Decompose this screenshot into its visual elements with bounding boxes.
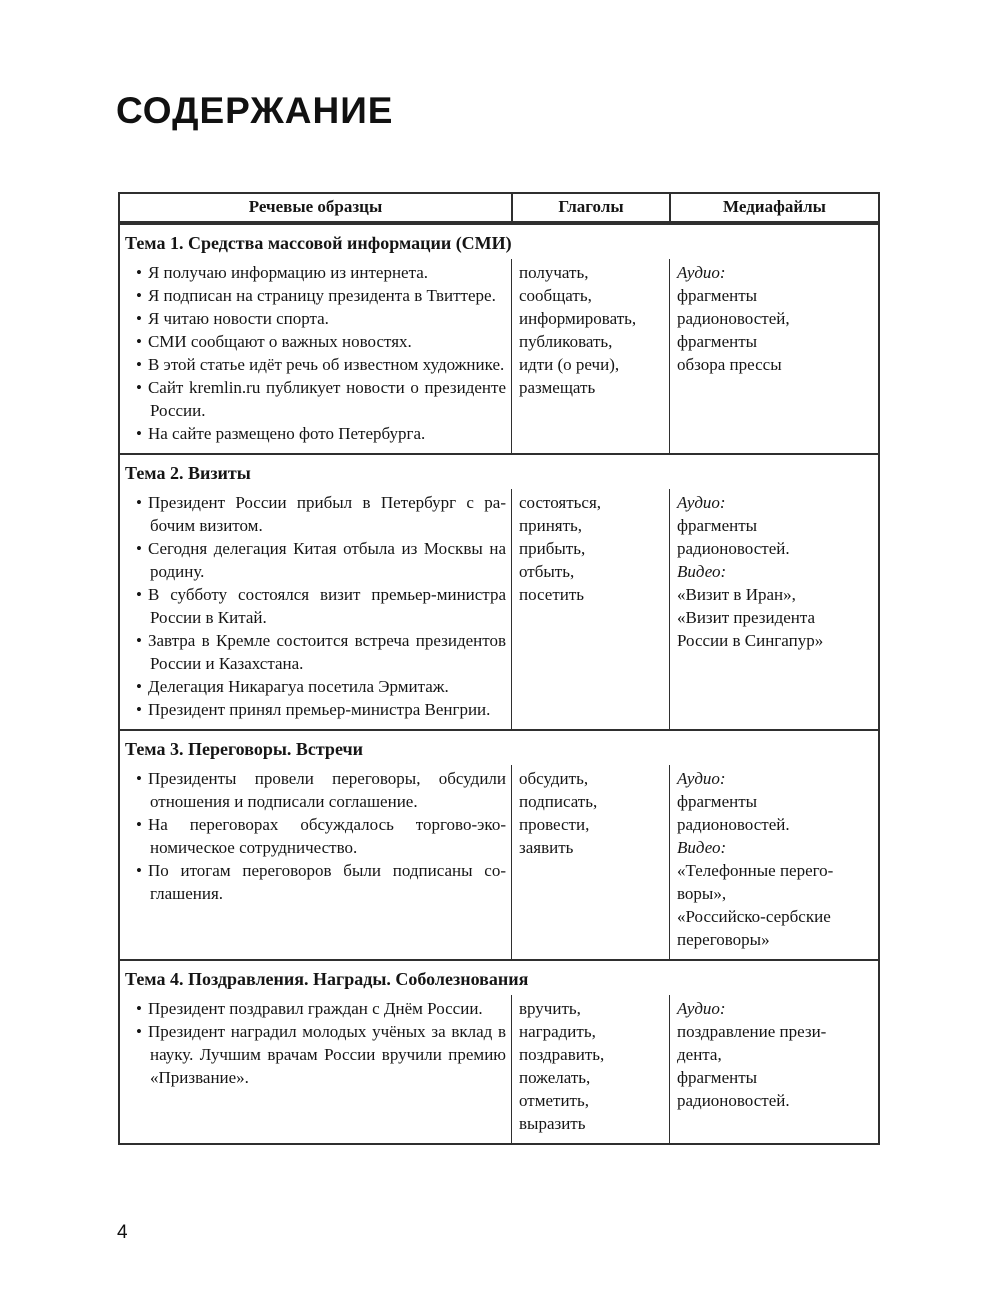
page-number: 4 <box>117 1222 128 1243</box>
section-body <box>120 995 878 1143</box>
media-line: «Визит в Иран», <box>677 585 796 604</box>
media-label-audio: Аудио: <box>677 999 726 1018</box>
section-theme-1 <box>120 223 878 453</box>
verbs-cell <box>511 489 669 729</box>
speech-samples-cell <box>120 995 511 1143</box>
media-line: фрагменты <box>677 1068 758 1087</box>
verb-line: отметить, <box>519 1091 589 1110</box>
media-line: поздравление прези- <box>677 1022 827 1041</box>
bullet-item: • На сайте размещено фото Петербурга. <box>128 422 506 445</box>
verb-line: наградить, <box>519 1022 596 1041</box>
table-header-row <box>120 194 878 223</box>
media-line: фрагменты <box>677 332 758 351</box>
verb-line: подписать, <box>519 792 598 811</box>
media-line: фрагменты <box>677 792 758 811</box>
verb-line: получать, <box>519 263 589 282</box>
column-header-media-files: Медиафайлы <box>669 194 878 221</box>
verbs-cell <box>511 765 669 959</box>
media-line: радионовостей, <box>677 309 790 328</box>
verb-line: провести, <box>519 815 590 834</box>
verb-line: размещать <box>519 378 596 397</box>
column-header-verbs: Глаголы <box>511 194 669 221</box>
bullet-item: • Я подписан на страницу президента в Твиттере. <box>128 284 506 307</box>
verb-line: обсудить, <box>519 769 589 788</box>
bullet-item: • Сегодня делегация Китая отбыла из Москвы на родину. <box>128 537 506 583</box>
media-label-audio: Аудио: <box>677 263 726 282</box>
section-body <box>120 489 878 729</box>
media-line: «Визит президента <box>677 608 816 627</box>
verb-line: выразить <box>519 1114 586 1133</box>
media-cell <box>669 259 878 453</box>
verb-line: состояться, <box>519 493 602 512</box>
bullet-item: • Президенты провели переговоры, обсудили отношения и подписали соглашение. <box>128 767 506 813</box>
bullet-item: • Я получаю информацию из интернета. <box>128 261 506 284</box>
media-line: воры», <box>677 884 727 903</box>
section-body <box>120 765 878 959</box>
bullet-item: • В субботу состоялся визит премьер-министра России в Китай. <box>128 583 506 629</box>
bullet-item: • Делегация Никарагуа посетила Эрмитаж. <box>128 675 506 698</box>
speech-samples-cell <box>120 259 511 453</box>
section-theme-3 <box>120 729 878 959</box>
section-title: Тема 4. Поздравления. Награды. Соболезнования <box>125 969 529 989</box>
media-line: дента, <box>677 1045 722 1064</box>
media-cell <box>669 995 878 1143</box>
bullet-item: • Президент России прибыл в Петербург с рабочим визитом. <box>128 491 506 537</box>
media-line: «Телефонные перего- <box>677 861 834 880</box>
speech-samples-cell <box>120 765 511 959</box>
media-label-audio: Аудио: <box>677 769 726 788</box>
speech-samples-cell <box>120 489 511 729</box>
verb-line: отбыть, <box>519 562 575 581</box>
bullet-item: • Президент принял премьер-министра Венгрии. <box>128 698 506 721</box>
media-cell <box>669 765 878 959</box>
bullet-item: • Завтра в Кремле состоится встреча президентов России и Казахстана. <box>128 629 506 675</box>
bullet-item: • Сайт kremlin.ru публикует новости о президенте России. <box>128 376 506 422</box>
media-line: переговоры» <box>677 930 770 949</box>
media-line: фрагменты <box>677 516 758 535</box>
bullet-item: • Президент поздравил граждан с Днём России. <box>128 997 506 1020</box>
media-cell <box>669 489 878 729</box>
media-label-video: Видео: <box>677 838 727 857</box>
verb-line: вручить, <box>519 999 581 1018</box>
section-title: Тема 3. Переговоры. Встречи <box>125 739 364 759</box>
media-line: радионовостей. <box>677 1091 790 1110</box>
contents-table <box>118 192 880 1145</box>
verbs-cell <box>511 995 669 1143</box>
media-line: радионовостей. <box>677 815 790 834</box>
column-header-speech-samples: Речевые образцы <box>248 197 383 216</box>
verb-line: заявить <box>519 838 574 857</box>
bullet-item: • Президент наградил молодых учёных за вклад в науку. Лучшим врачам России вручили премию «Призвание». <box>128 1020 506 1089</box>
verb-line: посетить <box>519 585 585 604</box>
verb-line: пожелать, <box>519 1068 591 1087</box>
page-title: СОДЕРЖАНИЕ <box>116 90 394 131</box>
verb-line: сообщать, <box>519 286 592 305</box>
bullet-item: • СМИ сообщают о важных новостях. <box>128 330 506 353</box>
verb-line: публиковать, <box>519 332 613 351</box>
media-line: радионовостей. <box>677 539 790 558</box>
verb-line: принять, <box>519 516 583 535</box>
verb-line: поздравить, <box>519 1045 605 1064</box>
media-label-video: Видео: <box>677 562 727 581</box>
verb-line: прибыть, <box>519 539 586 558</box>
verbs-cell <box>511 259 669 453</box>
section-title: Тема 2. Визиты <box>125 463 251 483</box>
media-line: фрагменты <box>677 286 758 305</box>
media-line: России в Сингапур» <box>677 631 824 650</box>
verb-line: информировать, <box>519 309 637 328</box>
media-label-audio: Аудио: <box>677 493 726 512</box>
section-theme-2 <box>120 453 878 729</box>
bullet-item: • В этой статье идёт речь об известном художнике. <box>128 353 506 376</box>
media-line: «Российско-сербские <box>677 907 831 926</box>
media-line: обзора прессы <box>677 355 782 374</box>
bullet-item: • По итогам переговоров были подписаны соглашения. <box>128 859 506 905</box>
verb-line: идти (о речи), <box>519 355 620 374</box>
bullet-item: • Я читаю новости спорта. <box>128 307 506 330</box>
section-title: Тема 1. Средства массовой информации (СМИ) <box>125 233 512 253</box>
section-body <box>120 259 878 453</box>
section-theme-4 <box>120 959 878 1143</box>
bullet-item: • На переговорах обсуждалось торгово-экономическое сотрудничество. <box>128 813 506 859</box>
